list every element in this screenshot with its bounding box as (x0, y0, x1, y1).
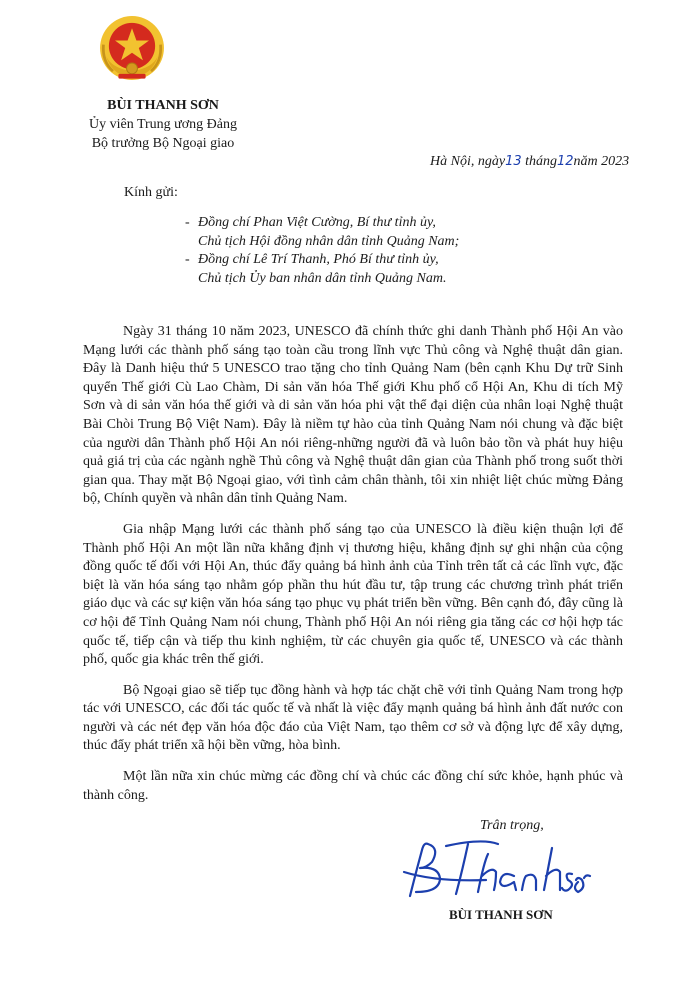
signatory-name: BÙI THANH SƠN (449, 907, 553, 922)
recipient-item: - Đồng chí Phan Việt Cường, Bí thư tỉnh ủy, Chủ tịch Hội đồng nhân dân tỉnh Quảng Nam; (185, 214, 515, 251)
recipient-line: Chủ tịch Hội đồng nhân dân tỉnh Quảng Nam; (198, 233, 460, 249)
recipient-line: Đồng chí Phan Việt Cường, Bí thư tỉnh ủy, (198, 215, 436, 230)
closing-text: Trân trọng, (480, 818, 544, 833)
recipient-list (185, 214, 515, 288)
dateline-prefix: Hà Nội, ngày (430, 154, 506, 169)
greeting: Kính gửi: (124, 185, 178, 200)
body-paragraph: Một lần nữa xin chúc mừng các đồng chí và chúc các đồng chí sức khỏe, hạnh phúc và thành công. (83, 769, 623, 803)
letter-body (83, 323, 623, 817)
dateline-month: 12 (557, 154, 574, 169)
dateline-day: 13 (505, 154, 522, 169)
body-paragraph: Gia nhập Mạng lưới các thành phố sáng tạo của UNESCO là điều kiện thuận lợi để Thành phố Hội An một lần nữa khẳng định vị thương hiệu, khẳng định sự ghi nhận của cộng đồng quốc tế đối với Hội An, thúc đẩy quảng bá hình ảnh của Tỉnh trên tất cả các lĩnh vực, đặc biệt là văn hóa sáng tạo nhằm góp phần thu hút đầu tư, tập trung các chương trình phát triển giáo dục và các sự kiện văn hóa sáng tạo phục vụ phát triển bền vững. Bên cạnh đó, đây cũng là cơ hội để Tỉnh Quảng Nam nói chung, Thành phố Hội An nói riêng gia tăng các cơ hội hợp tác quốc tế, tiếp cận và tiếp thu kinh nghiệm, từ các chuyên gia quốc tế, UNESCO và các thành phố, quốc gia khác trên thế giới. (83, 521, 623, 668)
body-paragraph: Ngày 31 tháng 10 năm 2023, UNESCO đã chính thức ghi danh Thành phố Hội An vào Mạng lưới các thành phố sáng tạo toàn cầu trong lĩnh vực Thủ công và Nghệ thuật dân gian. Đây là Danh hiệu thứ 5 UNESCO trao tặng cho tỉnh Quảng Nam (bên cạnh Khu Dự trữ Sinh quyển Thế giới Cù Lao Chàm, Di sản văn hóa Thế giới Khu phố cổ Hội An, Khu di tích Mỹ Sơn và di sản văn hóa thế giới và di sản văn hóa phi vật thể đại diện của nhân loại Nghệ thuật Bài Chòi Trung Bộ Việt Nam). Đây là niềm tự hào của tỉnh Quảng Nam nói chung và đặc biệt của người dân Thành phố Hội An nói riêng-những người đã và luôn bảo tồn và phát huy hiệu quả giá trị của các ngành nghề Thủ công và Nghệ thuật dân gian của Thành phố trong suốt thời gian qua. Thay mặt Bộ Ngoại giao, với tình cảm chân thành, tôi xin nhiệt liệt chúc mừng Đảng bộ, Chính quyền và nhân dân tỉnh Quảng Nam. (83, 324, 623, 507)
recipient-line: Đồng chí Lê Trí Thanh, Phó Bí thư tỉnh ủy, (198, 252, 439, 267)
recipient-line: Chủ tịch Ủy ban nhân dân tỉnh Quảng Nam. (198, 270, 447, 286)
dateline-year: năm 2023 (573, 154, 630, 169)
sender-name: BÙI THANH SƠN (107, 98, 219, 113)
sender-title-line2: Bộ trưởng Bộ Ngoại giao (91, 136, 235, 151)
body-paragraph: Bộ Ngoại giao sẽ tiếp tục đồng hành và hợp tác chặt chẽ với tỉnh Quảng Nam trong hợp tác với UNESCO, các đối tác quốc tế và nhất là việc đẩy mạnh quảng bá hình ảnh đất nước con người và các nét đẹp văn hóa độc đáo của Việt Nam, tạo thêm cơ sở và động lực để xây dựng, thúc đẩy phát triển xã hội bền vững, hòa bình. (83, 682, 623, 754)
recipient-item: - Đồng chí Lê Trí Thanh, Phó Bí thư tỉnh ủy, Chủ tịch Ủy ban nhân dân tỉnh Quảng Nam. (185, 251, 515, 288)
sender-block (58, 96, 268, 153)
national-emblem-icon (98, 14, 166, 82)
dateline-month-word: tháng (525, 154, 557, 169)
handwritten-signature (396, 832, 596, 904)
dateline (430, 154, 629, 170)
sender-title-line1: Ủy viên Trung ương Đảng (89, 117, 237, 132)
